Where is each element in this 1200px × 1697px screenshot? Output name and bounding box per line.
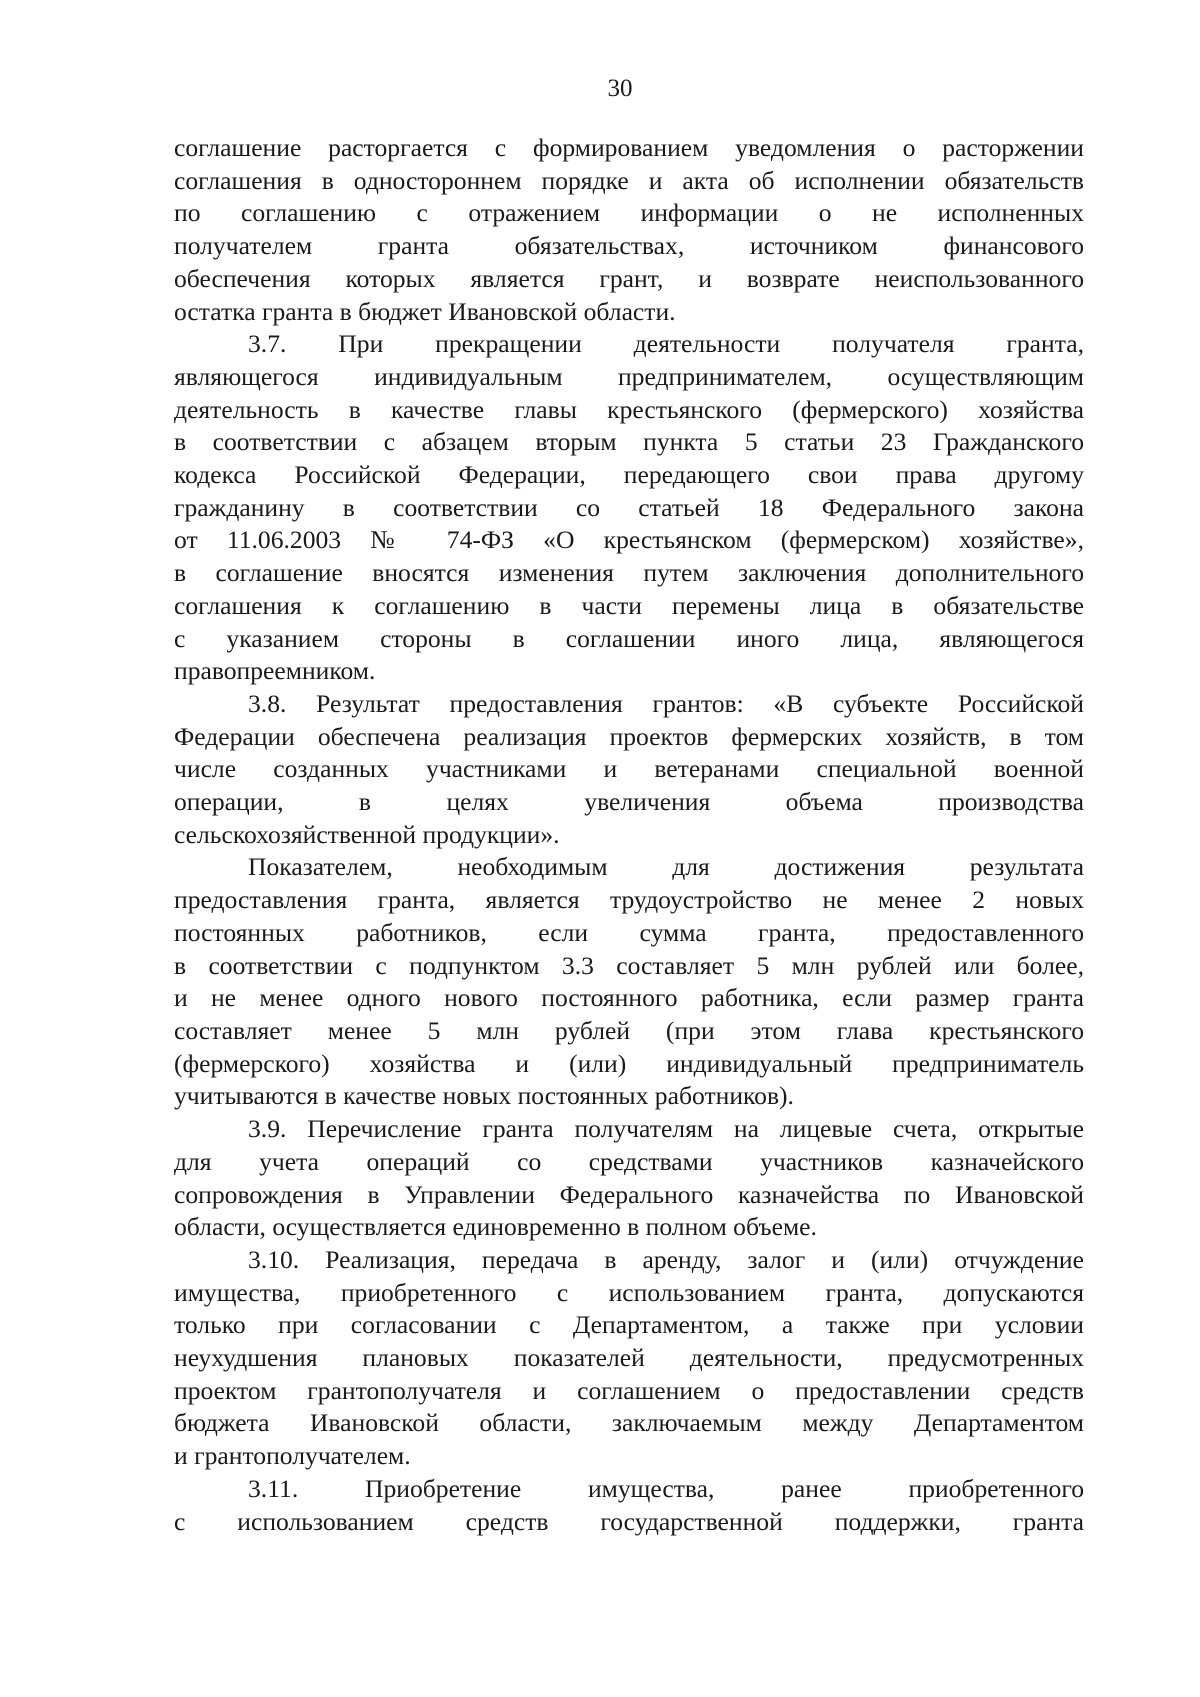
text-line: бюджета Ивановской области, заключаемым между Департаментом bbox=[174, 1408, 1084, 1438]
text-line: являющегося индивидуальным предпринимателем, осуществляющим bbox=[174, 361, 1084, 391]
text-line: соглашения в одностороннем порядке и акта об исполнении обязательств bbox=[174, 165, 1084, 195]
text-line: Показателем, необходимым для достижения результата bbox=[248, 852, 1084, 882]
text-line: с указанием стороны в соглашении иного лица, являющегося bbox=[174, 623, 1084, 653]
paragraph-p-3-7 bbox=[174, 328, 1084, 688]
text-line: соглашение расторгается с формированием уведомления о расторжении bbox=[174, 133, 1084, 162]
paragraph-p-3-11 bbox=[174, 1473, 1084, 1538]
paragraph-p-cont bbox=[174, 132, 1084, 328]
text-line: гражданину в соответствии со статьей 18 Федерального закона bbox=[174, 492, 1084, 522]
page-number: 30 bbox=[607, 75, 633, 102]
text-line: предоставления гранта, является трудоустройство не менее 2 новых bbox=[174, 885, 1084, 915]
text-line: 3.7. При прекращении деятельности получателя гранта, bbox=[248, 329, 1084, 359]
text-line: 3.10. Реализация, передача в аренду, залог и (или) отчуждение bbox=[248, 1244, 1084, 1274]
text-line: от 11.06.2003 № 74-ФЗ «О крестьянском (фермерском) хозяйстве», bbox=[174, 525, 1084, 555]
text-line: в соответствии с подпунктом 3.3 составляет 5 млн рублей или более, bbox=[174, 950, 1084, 980]
text-line: имущества, приобретенного с использованием гранта, допускаются bbox=[174, 1277, 1084, 1307]
text-line: получателем гранта обязательствах, источником финансового bbox=[174, 231, 1084, 261]
paragraph-p-indicator bbox=[174, 851, 1084, 1113]
text-line: остатка гранта в бюджет Ивановской области. bbox=[174, 296, 676, 326]
text-line: соглашения к соглашению в части перемены лица в обязательстве bbox=[174, 590, 1084, 620]
text-line: правопреемником. bbox=[174, 656, 376, 686]
text-line: обеспечения которых является грант, и возврате неиспользованного bbox=[174, 263, 1084, 293]
text-line: по соглашению с отражением информации о не исполненных bbox=[174, 198, 1084, 228]
text-line: 3.11. Приобретение имущества, ранее приобретенного bbox=[248, 1473, 1084, 1503]
text-line: области, осуществляется единовременно в полном объеме. bbox=[174, 1212, 817, 1242]
text-line: сопровождения в Управлении Федерального казначейства по Ивановской bbox=[174, 1179, 1084, 1209]
text-line: 3.8. Результат предоставления грантов: «В субъекте Российской bbox=[248, 688, 1084, 718]
text-line: (фермерского) хозяйства и (или) индивидуальный предприниматель bbox=[174, 1048, 1084, 1078]
text-line: кодекса Российской Федерации, передающего свои права другому bbox=[174, 460, 1084, 490]
text-line: Федерации обеспечена реализация проектов фермерских хозяйств, в том bbox=[174, 721, 1084, 751]
text-line: деятельность в качестве главы крестьянского (фермерского) хозяйства bbox=[174, 394, 1084, 424]
text-line: в соглашение вносятся изменения путем заключения дополнительного bbox=[174, 558, 1084, 588]
text-line: числе созданных участниками и ветеранами специальной военной bbox=[174, 754, 1084, 784]
paragraph-p-3-8 bbox=[174, 688, 1084, 852]
text-line: неухудшения плановых показателей деятельности, предусмотренных bbox=[174, 1343, 1084, 1373]
paragraph-p-3-9 bbox=[174, 1113, 1084, 1244]
text-line: и не менее одного нового постоянного работника, если размер гранта bbox=[174, 983, 1084, 1013]
paragraph-p-3-10 bbox=[174, 1244, 1084, 1473]
text-line: в соответствии с абзацем вторым пункта 5 статьи 23 Гражданского bbox=[174, 427, 1084, 457]
document-body bbox=[174, 132, 1084, 1538]
text-line: для учета операций со средствами участников казначейского bbox=[174, 1146, 1084, 1176]
text-line: только при согласовании с Департаментом, а также при условии bbox=[174, 1310, 1084, 1340]
text-line: и грантополучателем. bbox=[174, 1441, 411, 1471]
text-line: составляет менее 5 млн рублей (при этом глава крестьянского bbox=[174, 1015, 1084, 1045]
text-line: учитываются в качестве новых постоянных работников). bbox=[174, 1081, 794, 1111]
text-line: с использованием средств государственной поддержки, гранта bbox=[174, 1506, 1084, 1536]
text-line: 3.9. Перечисление гранта получателям на лицевые счета, открытые bbox=[248, 1114, 1084, 1144]
text-line: сельскохозяйственной продукции». bbox=[174, 819, 560, 849]
text-line: проектом грантополучателя и соглашением о предоставлении средств bbox=[174, 1375, 1084, 1405]
text-line: операции, в целях увеличения объема производства bbox=[174, 787, 1084, 817]
text-line: постоянных работников, если сумма гранта, предоставленного bbox=[174, 917, 1084, 947]
